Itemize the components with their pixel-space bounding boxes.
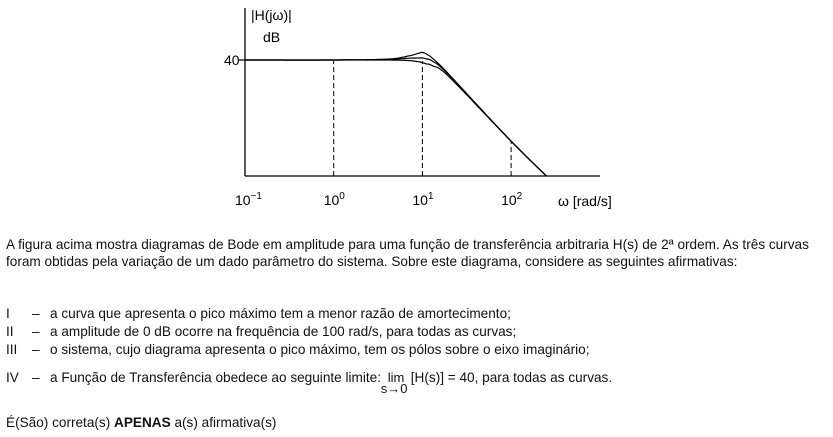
x-tick-label: $10^1$ <box>412 191 434 208</box>
x-tick-label: $10^0$ <box>323 191 345 208</box>
x-tick-label: $10^2$ <box>501 191 523 208</box>
statement-number: III <box>6 342 18 357</box>
statement-ii <box>6 323 516 340</box>
statement-iv <box>6 369 613 396</box>
y-tick-label: 40 <box>224 52 240 68</box>
statement-dash: – <box>32 324 40 339</box>
x-tick-label: $10^{-1}$ <box>235 191 262 208</box>
limit-operator: lim <box>387 370 405 385</box>
statement-text-before: a Função de Transferência obedece ao seguinte limite: <box>50 370 385 385</box>
limit-subscript: s→0 <box>380 381 408 396</box>
y-axis-label: |H(jω)| <box>251 7 292 23</box>
statement-number: IV <box>6 370 19 385</box>
question-text-rest: a(s) afirmativa(s) <box>170 415 277 430</box>
statement-number: I <box>6 306 10 321</box>
y-axis-unit: dB <box>263 29 281 45</box>
bode-curve <box>245 58 565 194</box>
axis-labels <box>224 7 612 209</box>
limit-expression <box>380 369 411 396</box>
bode-curve <box>245 52 565 193</box>
bode-curve <box>245 60 565 193</box>
statement-dash: – <box>32 370 40 385</box>
statement-iii <box>6 341 589 358</box>
question-prompt <box>6 414 276 431</box>
axes <box>239 8 600 176</box>
problem-statement: A figura acima mostra diagramas de Bode em amplitude para uma função de transferência arbitraria H(s) de 2ª ordem. As três curvas foram obtidas pela variação de um dado parâmetro do sistema. Sobre este diagrama, considere as seguintes afirmativas: <box>6 237 809 269</box>
question-text: É(São) correta(s) <box>6 415 115 430</box>
curves <box>245 52 565 193</box>
question-emphasis: APENAS <box>114 415 171 430</box>
statement-dash: – <box>32 342 40 357</box>
statement-text: a amplitude de 0 dB ocorre na frequência de 100 rad/s, para todas as curvas; <box>50 324 517 339</box>
statement-i <box>6 305 511 322</box>
x-axis-label: ω [rad/s] <box>558 193 612 209</box>
dashed-guides <box>334 61 511 176</box>
statement-text: o sistema, cujo diagrama apresenta o pico máximo, tem os pólos sobre o eixo imaginário; <box>50 342 590 357</box>
statement-text: a curva que apresenta o pico máximo tem a menor razão de amortecimento; <box>50 306 511 321</box>
statement-dash: – <box>32 306 40 321</box>
statement-number: II <box>6 324 14 339</box>
statement-text-after: [H(s)] = 40, para todas as curvas. <box>410 370 613 385</box>
